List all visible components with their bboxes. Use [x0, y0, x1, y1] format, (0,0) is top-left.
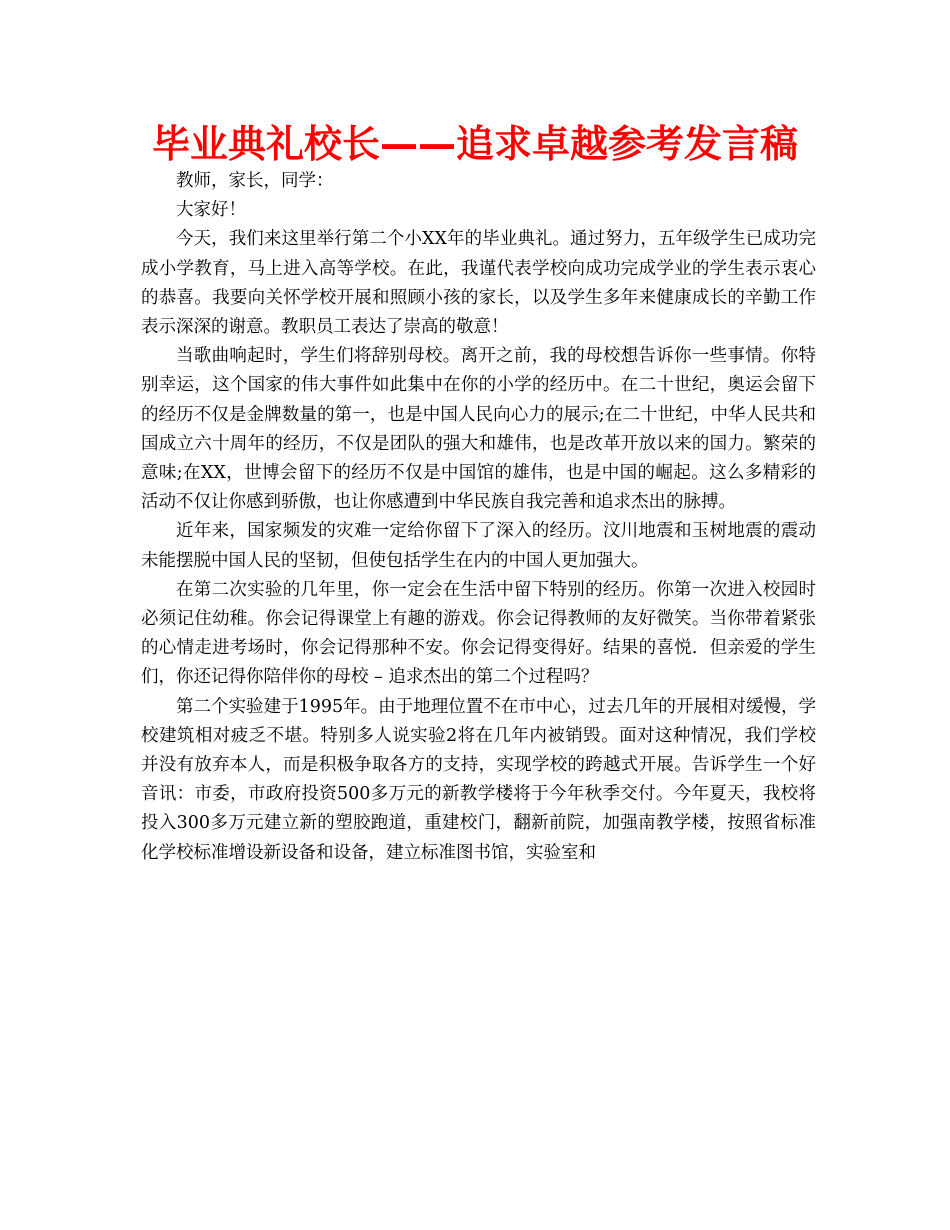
document-title: 毕业典礼校长——追求卓越参考发言稿 — [151, 122, 798, 166]
paragraph: 在第二次实验的几年里，你一定会在生活中留下特别的经历。你第一次进入校园时必须记住幼稚。你会记得课堂上有趣的游戏。你会记得教师的友好微笑。当你带着紧张的心情走进考场时，你会记得那种不安。你会记得变得好。结果的喜悦．但亲爱的学生们，你还记得你陪伴你的母校 – 追求杰出的第二个过程吗？ — [141, 579, 816, 688]
paragraph-greeting: 大家好！ — [176, 200, 246, 221]
paragraph-salutation: 教师，家长，同学： — [176, 171, 334, 191]
paragraph: 今天，我们来这里举行第二个小XX年的毕业典礼。通过努力，五年级学生已成功完成小学教育，马上进入高等学校。在此，我谨代表学校向成功完成学业的学生表示衷心的恭喜。我要向关怀学校开展和照顾小孩的家长，以及学生多年来健康成长的辛勤工作表示深深的谢意。教职员工表达了崇高的敬意！ — [141, 229, 816, 338]
paragraph: 当歌曲响起时，学生们将辞别母校。离开之前，我的母校想告诉你一些事情。你特别幸运，这个国家的伟大事件如此集中在你的小学的经历中。在二十世纪，奥运会留下的经历不仅是金牌数量的第一，也是中国人民向心力的展示;在二十世纪，中华人民共和国成立六十周年的经历，不仅是团队的强大和雄伟，也是改革开放以来的国力。繁荣的意味;在XX，世博会留下的经历不仅是中国馆的雄伟，也是中国的崛起。这么多精彩的活动不仅让你感到骄傲，也让你感遭到中华民族自我完善和追求杰出的脉搏。 — [141, 346, 816, 513]
paragraph: 第二个实验建于1995年。由于地理位置不在市中心，过去几年的开展相对缓慢，学校建筑相对疲乏不堪。特别多人说实验2将在几年内被销毁。面对这种情况，我们学校并没有放弃本人，而是积极争取各方的支持，实现学校的跨越式开展。告诉学生一个好音讯：市委，市政府投资500多万元的新教学楼将于今年秋季交付。今年夏天，我校将投入300多万元建立新的塑胶跑道，重建校门，翻新前院，加强南教学楼，按照省标准化学校标准增设新设备和设备，建立标准图书馆，实验室和 — [141, 696, 816, 863]
document-body — [141, 167, 816, 868]
paragraph: 近年来，国家频发的灾难一定给你留下了深入的经历。汶川地震和玉树地震的震动未能摆脱中国人民的坚韧，但使包括学生在内的中国人更加强大。 — [141, 521, 816, 571]
